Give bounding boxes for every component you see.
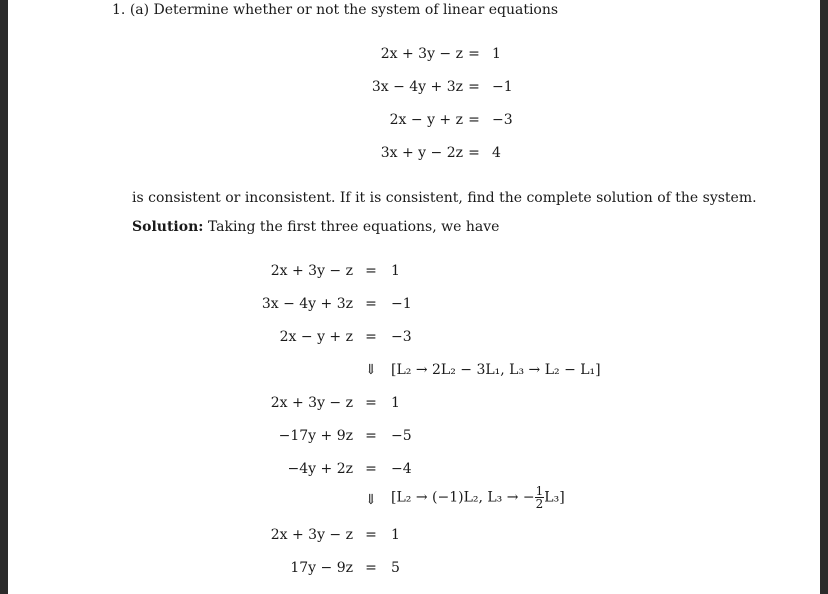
down-arrow-icon: ⇓ bbox=[365, 492, 377, 508]
equation-lhs: −17y + 9z bbox=[278, 428, 353, 444]
problem-question: is consistent or inconsistent. If it is consistent, find the complete solution of the system. bbox=[132, 190, 757, 206]
equation-lhs: 2x + 3y − z bbox=[270, 395, 353, 411]
solution-row bbox=[8, 263, 820, 283]
equation-relation: = bbox=[365, 263, 377, 279]
equation-lhs: 2x + 3y − z bbox=[380, 46, 463, 62]
solution-row bbox=[8, 428, 820, 448]
solution-row bbox=[8, 329, 820, 349]
equation-relation: = bbox=[365, 428, 377, 444]
equation-lhs: 17y − 9z bbox=[290, 560, 353, 576]
equation-rhs: 4 bbox=[492, 145, 501, 161]
equation-relation: = bbox=[365, 395, 377, 411]
equation-relation: = bbox=[365, 296, 377, 312]
solution-text: Taking the first three equations, we have bbox=[207, 219, 500, 235]
operation-text: [L₂ → 2L₂ − 3L₁, L₃ → L₂ − L₁] bbox=[391, 362, 601, 378]
equation-lhs: 2x − y + z bbox=[389, 112, 463, 128]
equation-lhs: 3x − 4y + 3z bbox=[371, 79, 463, 95]
system-row bbox=[8, 46, 820, 66]
solution-row bbox=[8, 395, 820, 415]
row-operation-1 bbox=[8, 362, 820, 382]
operation-text-before: [L₂ → (−1)L₂, L₃ → − bbox=[391, 489, 535, 506]
solution-row bbox=[8, 296, 820, 316]
solution-row bbox=[8, 560, 820, 580]
equation-rhs: 1 bbox=[391, 527, 400, 543]
equation-rhs: −1 bbox=[492, 79, 513, 95]
solution-row bbox=[8, 527, 820, 547]
fraction-denominator: 2 bbox=[535, 497, 544, 511]
equation-rhs: 1 bbox=[391, 395, 400, 411]
equation-rhs: −1 bbox=[391, 296, 412, 312]
equation-rhs: −4 bbox=[391, 461, 412, 477]
system-row bbox=[8, 79, 820, 99]
equation-lhs: 2x + 3y − z bbox=[270, 527, 353, 543]
equation-rhs: 1 bbox=[492, 46, 501, 62]
solution-row bbox=[8, 461, 820, 481]
equation-relation: = bbox=[468, 145, 480, 161]
problem-intro: Determine whether or not the system of linear equations bbox=[153, 2, 559, 18]
equation-relation: = bbox=[365, 461, 377, 477]
system-row bbox=[8, 112, 820, 132]
fraction bbox=[535, 485, 545, 510]
equation-relation: = bbox=[365, 560, 377, 576]
problem-part: (a) bbox=[129, 2, 150, 18]
equation-relation: = bbox=[365, 527, 377, 543]
system-row bbox=[8, 145, 820, 165]
document-page bbox=[8, 0, 820, 594]
equation-lhs: 2x − y + z bbox=[279, 329, 353, 345]
equation-relation: = bbox=[365, 329, 377, 345]
problem-number: 1. bbox=[112, 2, 126, 18]
solution-label: Solution: bbox=[132, 219, 204, 235]
problem-heading bbox=[112, 2, 558, 18]
equation-lhs: 3x + y − 2z bbox=[380, 145, 463, 161]
equation-rhs: 1 bbox=[391, 263, 400, 279]
operation-text-after: L₃] bbox=[544, 489, 565, 506]
equation-lhs: −4y + 2z bbox=[287, 461, 353, 477]
equation-relation: = bbox=[468, 112, 480, 128]
equation-lhs: 3x − 4y + 3z bbox=[261, 296, 353, 312]
down-arrow-icon: ⇓ bbox=[365, 362, 377, 378]
fraction-numerator: 1 bbox=[535, 484, 544, 498]
equation-rhs: 5 bbox=[391, 560, 400, 576]
equation-relation: = bbox=[468, 79, 480, 95]
equation-rhs: −3 bbox=[492, 112, 513, 128]
row-operation-2 bbox=[8, 485, 820, 521]
equation-relation: = bbox=[468, 46, 480, 62]
equation-lhs: 2x + 3y − z bbox=[270, 263, 353, 279]
operation-text bbox=[391, 485, 565, 510]
equation-rhs: −5 bbox=[391, 428, 412, 444]
equation-rhs: −3 bbox=[391, 329, 412, 345]
solution-intro bbox=[132, 219, 499, 235]
